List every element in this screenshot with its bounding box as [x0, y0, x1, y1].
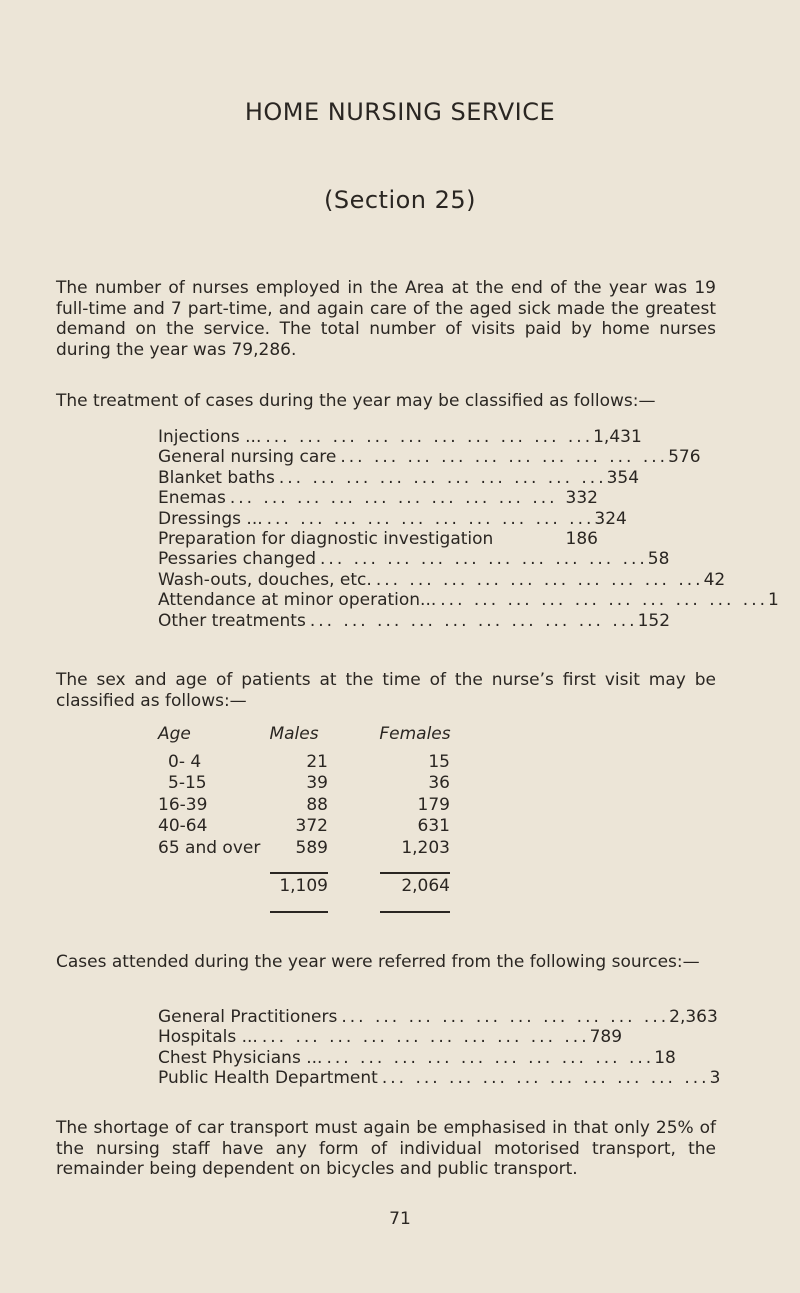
- treatment-item: [158, 610, 671, 631]
- referral-item-label: Public Health Department: [158, 1068, 382, 1088]
- treatment-item-label: Blanket baths: [158, 468, 279, 488]
- treatment-item-value: 1,431: [593, 427, 642, 447]
- page-title: HOME NURSING SERVICE: [244, 98, 556, 126]
- males-cell: 39: [306, 773, 328, 793]
- treatment-intro: [56, 391, 716, 412]
- males-cell: 589: [295, 837, 328, 858]
- females-cell: 1,203: [401, 837, 450, 858]
- dot-leader: ... ... ... ... ... ... ... ... ... ...: [340, 447, 669, 468]
- referral-item: [158, 1007, 718, 1027]
- referral-item: [158, 1047, 676, 1068]
- treatment-item-value: 324: [594, 508, 627, 529]
- females-cell: 631: [417, 816, 450, 836]
- treatment-item-label: Other treatments: [158, 611, 310, 631]
- referral-item-label: Chest Physicians ...: [158, 1048, 326, 1068]
- header-age: Age: [158, 724, 191, 744]
- totals-row: [158, 876, 458, 898]
- males-cell: 21: [306, 751, 328, 772]
- females-cell: 179: [417, 794, 450, 815]
- treatment-item-value: 332: [565, 488, 598, 509]
- dot-leader: ... ... ... ... ... ... ... ... ... ...: [265, 427, 594, 447]
- males-cell: 88: [306, 794, 328, 815]
- dot-leader: ... ... ... ... ... ... ... ... ... ...: [375, 569, 704, 590]
- referral-intro: [56, 952, 716, 973]
- females-cell: 36: [428, 773, 450, 793]
- transport-paragraph: [56, 1118, 716, 1180]
- treatment-item-value: 58: [647, 549, 670, 570]
- dot-leader: ... ... ... ... ... ... ... ... ... ...: [320, 549, 648, 570]
- treatment-item: [158, 569, 726, 590]
- treatment-intro-text: The treatment of cases during the year may be classified as follows:—: [56, 391, 656, 411]
- treatment-item-label: Injections ...: [158, 427, 265, 447]
- page-number: 71: [389, 1209, 411, 1229]
- treatment-item-label: Dressings ...: [158, 509, 267, 529]
- referral-item: [158, 1068, 721, 1089]
- age-cell: 65 and over: [158, 837, 261, 858]
- age-cell: 40-64: [158, 816, 208, 836]
- treatment-item: [158, 488, 598, 508]
- treatment-item: [158, 447, 701, 468]
- referral-intro-text: Cases attended during the year were referred from the following sources:—: [56, 952, 700, 972]
- males-total: 1,109: [279, 876, 328, 896]
- header-females: Females: [379, 724, 451, 744]
- referral-item: [158, 1027, 623, 1048]
- treatment-item: [158, 467, 640, 488]
- treatment-item-label: Wash-outs, douches, etc.: [158, 570, 376, 590]
- treatment-item-label: General nursing care: [158, 447, 340, 467]
- dot-leader: ... ... ... ... ... ... ... ... ... ...: [440, 590, 769, 611]
- treatment-list: [158, 427, 779, 631]
- treatment-item: [158, 590, 779, 611]
- referral-item-label: Hospitals ...: [158, 1027, 262, 1047]
- intro-text: The number of nurses employed in the Area at the end of the year was 19 full-time and 7 part-time, and again care of the aged sick made the greatest demand on the service. The total number of visits paid by home nurses during the year was 79,286.: [56, 278, 716, 360]
- females-total-rule-top: [380, 872, 450, 874]
- females-cell: 15: [428, 751, 450, 772]
- treatment-item-value: 1: [768, 590, 779, 611]
- treatment-item-value: 354: [606, 467, 640, 488]
- age-cell: 0- 4: [168, 751, 202, 772]
- age-intro: [56, 670, 716, 711]
- section-subtitle: (Section 25): [323, 186, 477, 214]
- treatment-item-label: Attendance at minor operation...: [158, 590, 440, 610]
- age-cell: 5-15: [168, 773, 207, 793]
- transport-text: The shortage of car transport must again be emphasised in that only 25% of the nursing staff have any form of individual motorised transport, the remainder being dependent on bicycles and public transport.: [56, 1118, 716, 1179]
- referral-item-value: 18: [654, 1047, 676, 1068]
- dot-leader: ... ... ... ... ... ... ... ... ... ...: [309, 610, 638, 631]
- females-total: 2,064: [401, 876, 450, 896]
- dot-leader: ... ... ... ... ... ... ... ... ... ...: [341, 1007, 670, 1027]
- treatment-item: [158, 529, 598, 549]
- treatment-item-label: Pessaries changed: [158, 549, 320, 569]
- treatment-item: [158, 508, 627, 529]
- age-intro-text: The sex and age of patients at the time of the nurse’s first visit may be classified as follows:—: [56, 670, 716, 711]
- treatment-item: [158, 549, 670, 570]
- intro-paragraph: [56, 278, 716, 360]
- dot-leader: ... ... ... ... ... ... ... ... ... ...: [266, 508, 595, 529]
- dot-leader: ... ... ... ... ... ... ... ... ... ...: [326, 1047, 655, 1068]
- treatment-item: [158, 427, 642, 447]
- dot-leader: ... ... ... ... ... ... ... ... ... ...: [381, 1068, 710, 1089]
- dot-leader: ... ... ... ... ... ... ... ... ... ...: [229, 488, 558, 509]
- referral-item-label: General Practitioners: [158, 1007, 341, 1027]
- males-total-rule-top: [270, 872, 328, 874]
- treatment-item-label: Enemas: [158, 488, 230, 508]
- treatment-item-value: 152: [637, 610, 671, 631]
- treatment-item-value: 576: [668, 447, 701, 468]
- age-cell: 16-39: [158, 794, 208, 815]
- dot-leader: ... ... ... ... ... ... ... ... ... ...: [278, 467, 607, 488]
- referral-list: [158, 1007, 721, 1089]
- males-cell: 372: [295, 816, 328, 836]
- females-total-rule-bottom: [380, 911, 450, 913]
- treatment-item-value: 42: [703, 569, 726, 590]
- referral-item-value: 3: [709, 1068, 721, 1089]
- males-total-rule-bottom: [270, 911, 328, 913]
- header-males: Males: [269, 724, 319, 744]
- referral-item-value: 2,363: [669, 1007, 718, 1027]
- dot-leader: ... ... ... ... ... ... ... ... ... ...: [261, 1027, 590, 1048]
- referral-item-value: 789: [589, 1027, 623, 1048]
- treatment-item-label: Preparation for diagnostic investigation: [158, 529, 497, 549]
- treatment-item-value: 186: [565, 528, 598, 549]
